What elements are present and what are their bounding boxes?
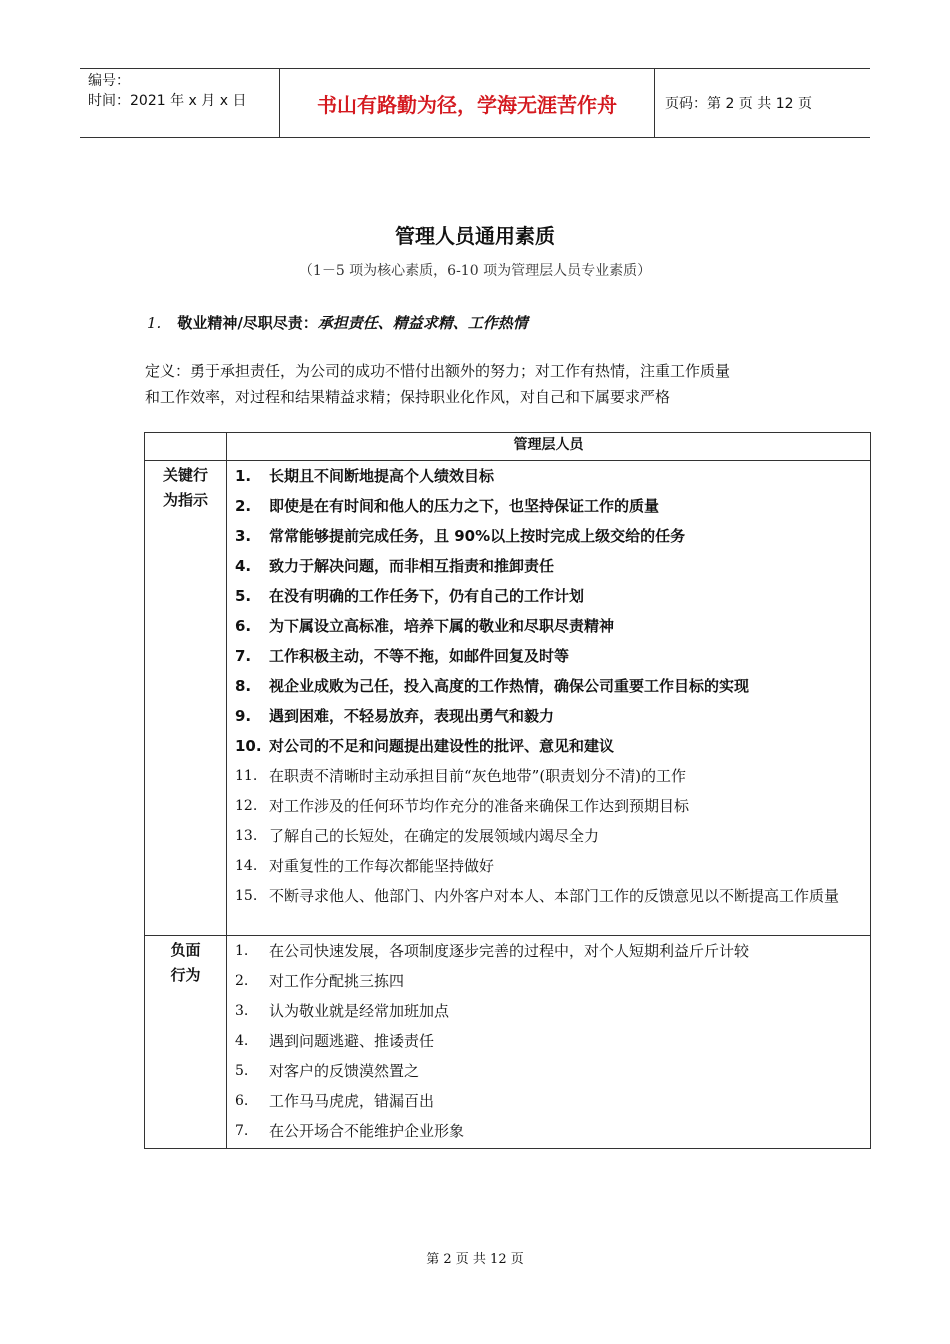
competency-table [144,432,871,1149]
list-item-text: 对重复性的工作每次都能坚持做好 [269,857,495,875]
list-item-text: 致力于解决问题，而非相互指责和推卸责任 [269,557,555,575]
list-item-number: 7. [235,647,252,665]
table-header-row [145,433,871,461]
definition-line-2: 和工作效率，对过程和结果精益求精；保持职业化作风，对自己和下属要求严格 [145,388,671,406]
document-title: 管理人员通用素质 [395,224,555,248]
negative-behaviors-cell [227,936,871,1149]
page-footer: 第 2 页 共 12 页 [426,1252,524,1267]
key-label-line-2: 为指示 [162,491,208,509]
section-number: 1. [147,314,162,332]
list-item-number: 5. [235,1063,249,1079]
list-item [235,701,862,731]
list-item-number: 4. [235,1033,249,1049]
list-item [235,996,862,1026]
page-header [80,68,870,138]
list-item-number: 15. [235,888,258,904]
table-corner-cell [145,433,227,461]
list-item-number: 1. [235,467,252,485]
list-item-text: 视企业成败为己任，投入高度的工作热情，确保公司重要工作目标的实现 [269,677,750,695]
definition-line-1: 定义：勇于承担责任，为公司的成功不惜付出额外的努力；对工作有热情，注重工作质量 [145,362,731,380]
list-item [235,821,862,851]
list-item-number: 7. [235,1123,249,1139]
list-item-number: 6. [235,617,252,635]
list-item-text: 工作积极主动，不等不拖，如邮件回复及时等 [269,647,570,665]
list-item [235,851,862,881]
list-item-number: 6. [235,1093,249,1109]
list-item-text: 在职责不清晰时主动承担目前“灰色地带”(职责划分不清)的工作 [269,767,687,785]
list-item-text: 遇到困难，不轻易放弃，表现出勇气和毅力 [269,707,555,725]
list-item-number: 14. [235,858,258,874]
list-item [235,1116,862,1146]
key-behaviors-row [145,461,871,936]
list-item [235,491,862,521]
list-item-text: 对工作涉及的任何环节均作充分的准备来确保工作达到预期目标 [269,797,690,815]
list-item-text: 长期且不间断地提高个人绩效目标 [269,467,495,485]
list-item-number: 13. [235,828,258,844]
list-item-text: 工作马马虎虎，错漏百出 [269,1092,435,1110]
list-item-number: 2. [235,973,249,989]
list-item-text: 常常能够提前完成任务，且 90%以上按时完成上级交给的任务 [269,527,686,545]
section-heading [147,312,528,333]
list-item-number: 12. [235,798,258,814]
list-item [235,671,862,701]
list-item-number: 10. [235,737,262,755]
column-header: 管理层人员 [227,433,871,461]
list-item [235,761,862,791]
list-item-number: 9. [235,707,252,725]
list-item-text: 遇到问题逃避、推诿责任 [269,1032,435,1050]
definition-paragraph [145,358,845,410]
key-behaviors-list [235,461,862,935]
list-item-text: 认为敬业就是经常加班加点 [269,1002,450,1020]
list-item [235,611,862,641]
list-item [235,1026,862,1056]
list-item-text: 不断寻求他人、他部门、内外客户对本人、本部门工作的反馈意见以不断提高工作质量 [269,887,840,905]
list-item [235,731,862,761]
list-item [235,461,862,491]
negative-behaviors-list [235,936,862,1148]
negative-behaviors-row [145,936,871,1149]
key-behaviors-label [145,461,227,936]
negative-behaviors-label [145,936,227,1149]
list-item [235,966,862,996]
list-item-number: 1. [235,943,249,959]
list-item [235,581,862,611]
list-item [235,1086,862,1116]
list-item-text: 在公司快速发展，各项制度逐步完善的过程中，对个人短期利益斤斤计较 [269,942,750,960]
list-item-number: 11. [235,768,258,784]
header-time: 时间：2021 年 x 月 x 日 [88,93,247,109]
list-item-text: 在公开场合不能维护企业形象 [269,1122,465,1140]
list-item-number: 4. [235,557,252,575]
header-number: 编号： [88,73,130,89]
key-behaviors-cell [227,461,871,936]
list-item [235,521,862,551]
list-item-text: 对客户的反馈漠然置之 [269,1062,420,1080]
list-item-number: 3. [235,527,252,545]
neg-label-line-2: 行为 [170,966,201,984]
list-item [235,641,862,671]
header-page-info: 页码：第 2 页 共 12 页 [665,96,812,112]
list-item [235,551,862,581]
list-item [235,1056,862,1086]
list-item-text: 了解自己的长短处，在确定的发展领域内竭尽全力 [269,827,600,845]
list-item [235,791,862,821]
list-item-text: 为下属设立高标准，培养下属的敬业和尽职尽责精神 [269,617,615,635]
list-item-number: 3. [235,1003,249,1019]
list-item-number: 2. [235,497,252,515]
header-meta [80,69,280,137]
list-item-text: 对工作分配挑三拣四 [269,972,405,990]
key-label-line-1: 关键行 [162,466,208,484]
list-item [235,936,862,966]
list-item [235,881,862,911]
header-motto: 书山有路勤为径，学海无涯苦作舟 [280,69,655,137]
list-item-text: 对公司的不足和问题提出建设性的批评、意见和建议 [269,737,615,755]
section-title: 敬业精神/尽职尽责： [177,314,318,332]
list-item-text: 在没有明确的工作任务下，仍有自己的工作计划 [269,587,585,605]
list-item-text: 即使是在有时间和他人的压力之下，也坚持保证工作的质量 [269,497,660,515]
document-subtitle: （1－5 项为核心素质，6-10 项为管理层人员专业素质） [298,263,652,279]
neg-label-line-1: 负面 [170,941,201,959]
section-keywords: 承担责任、精益求精、工作热情 [317,314,528,332]
list-item-number: 5. [235,587,252,605]
list-item-number: 8. [235,677,252,695]
